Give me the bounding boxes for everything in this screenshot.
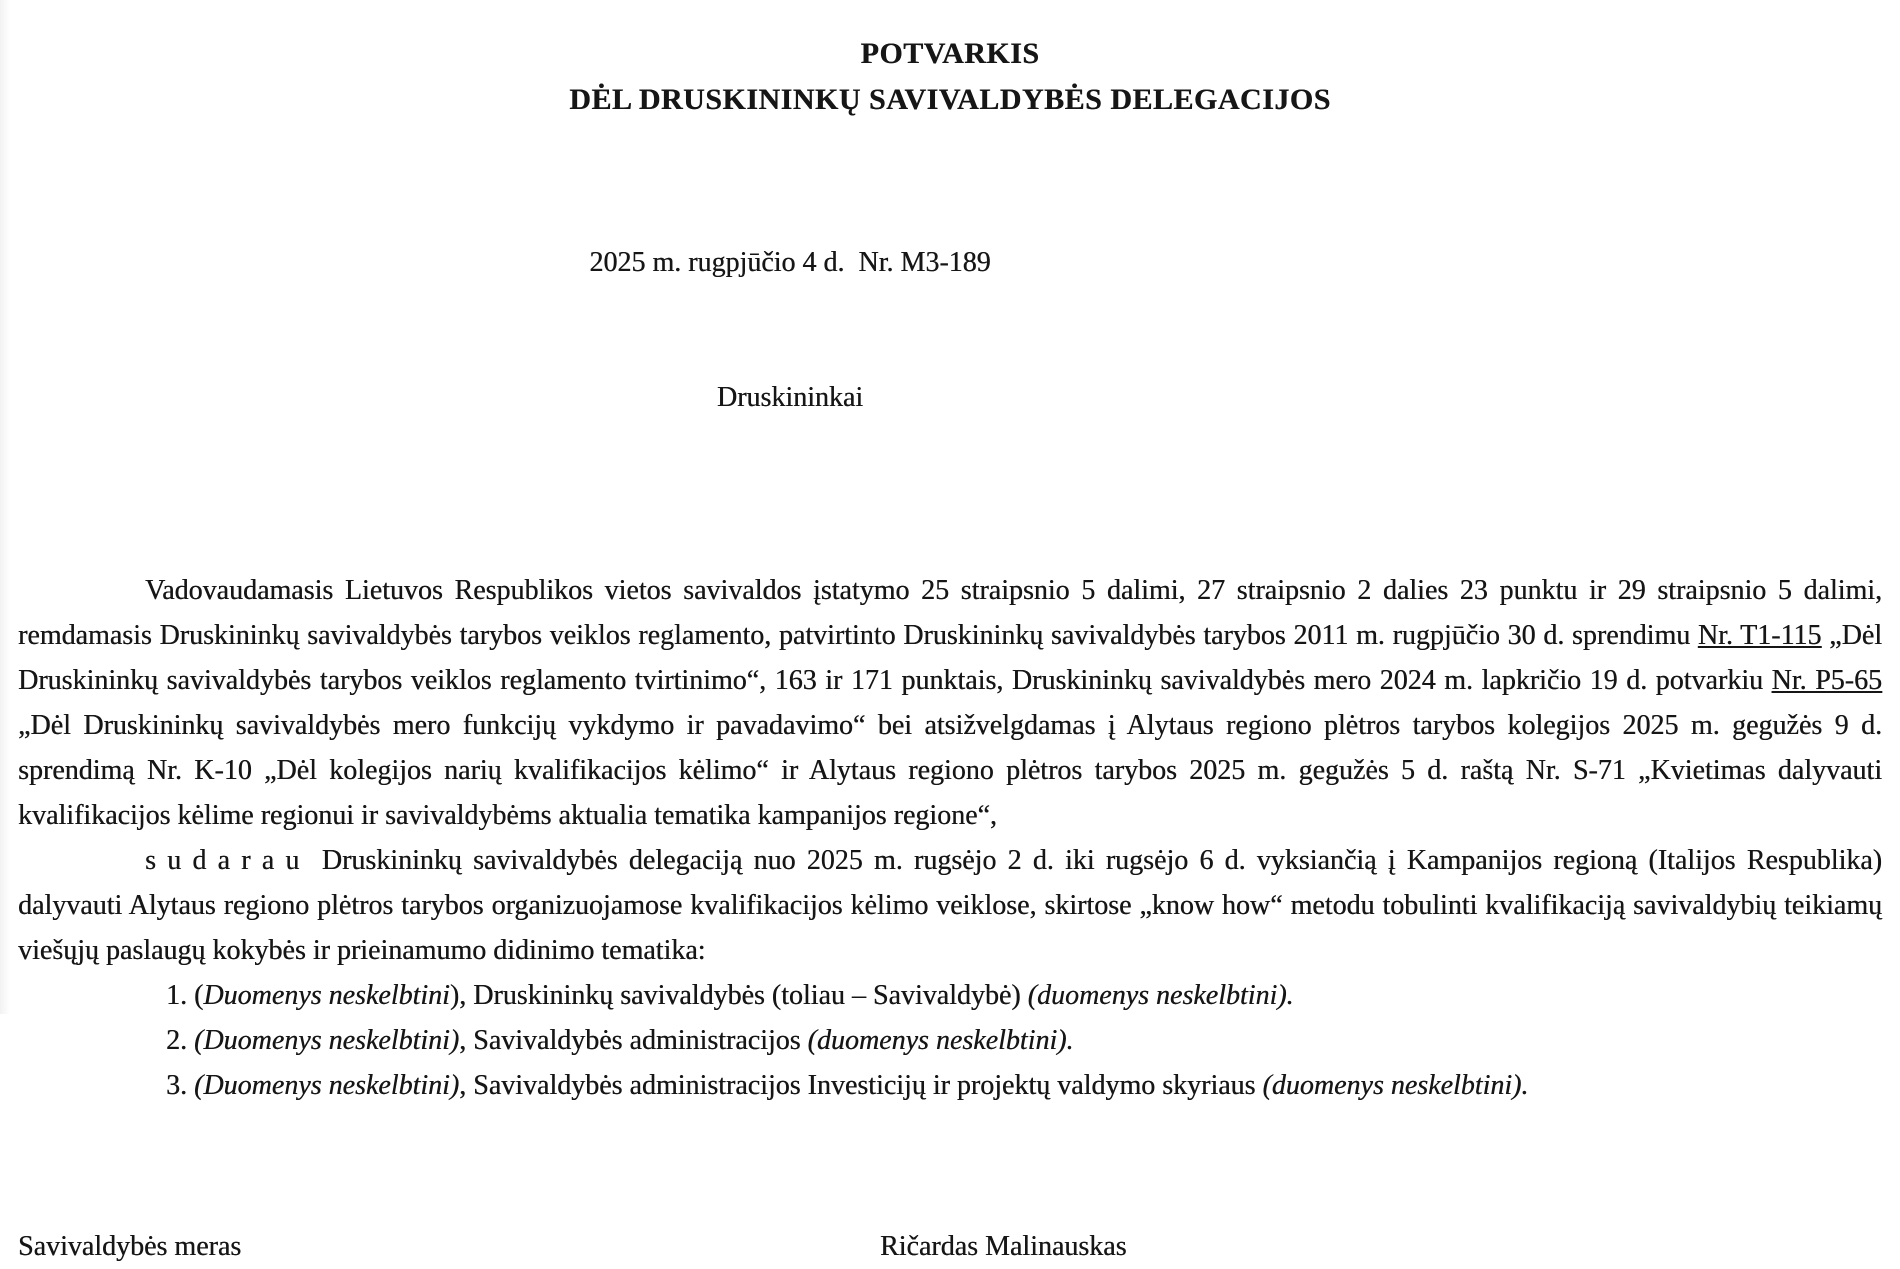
list-item-3 (18, 1063, 1882, 1108)
preamble-text-1: Vadovaudamasis Lietuvos Respublikos vietos savivaldos įstatymo 25 straipsnio 5 dalimi, 27 straipsnio 2 dalies 23 punktu ir 29 straipsnio 5 dalimi, remdamasis Druskininkų savivaldybės tarybos veiklos reglamento, patvirtinto Druskininkų savivaldybės tarybos 2011 m. rugpjūčio 30 d. sprendimu (18, 575, 1882, 651)
item-3-redacted-title: (duomenys neskelbtini). (1262, 1070, 1529, 1101)
preamble-text-3: „Dėl Druskininkų savivaldybės mero funkcijų vykdymo ir pavadavimo“ bei atsižvelgdamas į Alytaus regiono plėtros tarybos kolegijos 2025 m. gegužės 9 d. sprendimą Nr. K-10 „Dėl kolegijos narių kvalifikacijos kėlimo“ ir Alytaus regiono plėtros tarybos 2025 m. gegužės 5 d. raštą Nr. S-71 „Kvietimas dalyvauti kvalifikacijos kėlime regionui ir savivaldybėms aktualia tematika kampanijos regione“, (18, 710, 1882, 831)
delegation-list (18, 973, 1882, 1108)
item-2-redacted-title: (duomenys neskelbtini). (807, 1025, 1074, 1056)
item-3-redacted-name: (Duomenys neskelbtini) (194, 1070, 460, 1101)
document-header (18, 34, 1882, 120)
item-1-number: 1. ( (166, 980, 204, 1011)
document-subtitle: DĖL DRUSKININKŲ SAVIVALDYBĖS DELEGACIJOS (569, 83, 1331, 116)
reference-link-t1-115[interactable]: Nr. T1-115 (1697, 620, 1822, 651)
list-item-2 (18, 1018, 1882, 1063)
item-2-redacted-name: (Duomenys neskelbtini) (194, 1025, 460, 1056)
item-1-redacted-title: (duomenys neskelbtini). (1027, 980, 1294, 1011)
item-2-number: 2. (166, 1025, 194, 1056)
item-1-text: ), Druskininkų savivaldybės (toliau – Savivaldybė) (449, 980, 1028, 1011)
signature-block (18, 1224, 1882, 1269)
item-3-text: , Savivaldybės administracijos Investicijų ir projektų valdymo skyriaus (459, 1070, 1263, 1101)
item-1-redacted-name: Duomenys neskelbtini (203, 980, 450, 1011)
document-title: POTVARKIS (860, 37, 1040, 70)
operative-paragraph (18, 838, 1882, 973)
signature-name: Ričardas Malinauskas (880, 1231, 1127, 1262)
document-meta (18, 150, 1562, 510)
operative-text: Druskininkų savivaldybės delegaciją nuo 2025 m. rugsėjo 2 d. iki rugsėjo 6 d. vyksiančią į Kampanijos regioną (Italijos Respublika) dalyvauti Alytaus regiono plėtros tarybos organizuojamose kvalifikacijos kėlimo veiklose, skirtose „know how“ metodu tobulinti kvalifikaciją savivaldybių teikiamų viešųjų paslaugų kokybės ir prieinamumo didinimo tematika: (18, 845, 1883, 966)
preamble-paragraph (18, 568, 1882, 838)
document-date-number: 2025 m. rugpjūčio 4 d. Nr. M3-189 (589, 247, 991, 278)
signature-role: Savivaldybės meras (18, 1231, 242, 1262)
document-place: Druskininkai (716, 382, 864, 413)
operative-keyword: s u d a r a u (145, 845, 311, 876)
reference-link-p5-65[interactable]: Nr. P5-65 (1771, 665, 1882, 696)
list-item-1 (18, 973, 1882, 1018)
item-3-number: 3. (166, 1070, 194, 1101)
preamble-text-2: „Dėl Druskininkų savivaldybės tarybos veiklos reglamento tvirtinimo“, 163 ir 171 punktais, Druskininkų savivaldybės mero 2024 m. lapkričio 19 d. potvarkiu (18, 620, 1882, 696)
item-2-text: , Savivaldybės administracijos (459, 1025, 808, 1056)
